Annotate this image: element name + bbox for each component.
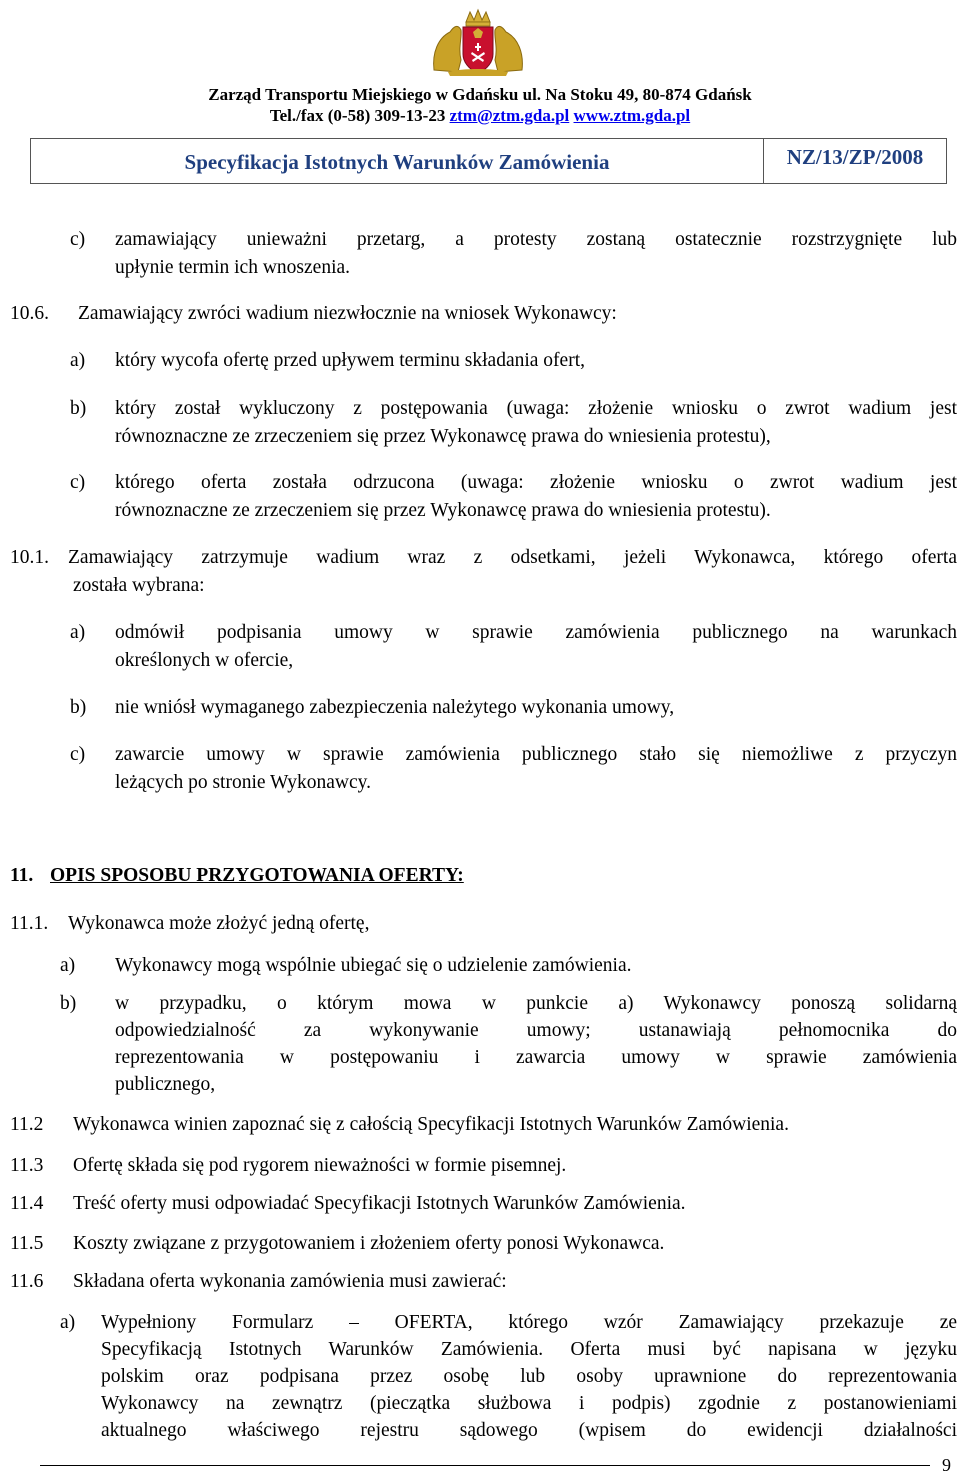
section-number: 10.6. [10,303,49,324]
item-label: a) [70,350,86,371]
section-number: 10.1. [10,547,49,568]
section-text: Zamawiający zatrzymuje wadium wraz z odsetkami, jeżeli Wykonawca, którego oferta [68,547,957,568]
chapter-number: 11. [10,865,34,886]
section-number: 11.3 [10,1155,44,1176]
item-text-line: Specyfikacją Istotnych Warunków Zamówienia. Oferta musi być napisana w języku [101,1339,957,1360]
website-link[interactable]: www.ztm.gda.pl [573,106,691,125]
item-text-line: Wykonawcy mogą wspólnie ubiegać się o udzielenie zamówienia. [115,955,632,976]
gdansk-coat-of-arms-icon [428,8,528,78]
section-text: Ofertę składa się pod rygorem nieważności w formie pisemnej. [73,1155,567,1176]
item-text-line: publicznego, [115,1074,216,1095]
section-text: została wybrana: [73,575,205,596]
item-label: b) [70,398,87,419]
item-label: a) [60,1312,76,1333]
item-text-line: określonych w ofercie, [115,650,294,671]
item-text-line: który wycofa ofertę przed upływem terminu składania ofert, [115,350,585,371]
item-text-line: leżących po stronie Wykonawcy. [115,772,372,793]
item-text-line: reprezentowania w postępowaniu i zawarcia umowy w sprawie zamówienia [115,1047,957,1068]
section-number: 11.2 [10,1114,44,1135]
item-text-line: odmówił podpisania umowy w sprawie zamówienia publicznego na warunkach [115,622,957,643]
item-text-line: aktualnego właściwego rejestru sądowego (wpisem do ewidencji działalności [101,1420,957,1441]
section-text: Składana oferta wykonania zamówienia musi zawierać: [73,1271,507,1292]
section-text: Wykonawca może złożyć jedną ofertę, [68,913,370,934]
item-text-line: równoznaczne ze zrzeczeniem się przez Wykonawcę prawa do wniesienia protestu), [115,426,771,447]
item-label: b) [70,697,87,718]
item-text-line: polskim oraz podpisana przez osobę lub osoby uprawnione do reprezentowania [101,1366,957,1387]
item-text-line: równoznaczne ze zrzeczeniem się przez Wykonawcę prawa do wniesienia protestu). [115,500,771,521]
item-label: b) [60,993,77,1014]
item-text-line: zamawiający unieważni przetarg, a protesty zostaną ostatecznie rozstrzygnięte lub [115,229,957,250]
spec-code: NZ/13/ZP/2008 [786,145,924,169]
section-text: Zamawiający zwróci wadium niezwłocznie na wniosek Wykonawcy: [78,303,617,324]
organization-address: Zarząd Transportu Miejskiego w Gdańsku ul. Na Stoku 49, 80-874 Gdańsk [208,85,752,104]
item-label: c) [70,472,86,493]
item-label: a) [70,622,86,643]
section-text: Koszty związane z przygotowaniem i złożeniem oferty ponosi Wykonawca. [73,1233,665,1254]
phone-fax: Tel./fax (0-58) 309-13-23 [269,106,450,125]
item-text-line: odpowiedzialność za wykonywanie umowy; ustanawiają pełnomocnika do [115,1020,957,1041]
spec-title: Specyfikacja Istotnych Warunków Zamówienia [184,150,610,174]
item-text-line: upłynie termin ich wnoszenia. [115,257,351,278]
section-number: 11.4 [10,1193,44,1214]
item-text-line: Wykonawcy na zewnątrz (pieczątka służbowa i podpis) zgodnie z postanowieniami [101,1393,957,1414]
item-text-line: nie wniósł wymaganego zabezpieczenia należytego wykonania umowy, [115,697,675,718]
chapter-title: OPIS SPOSOBU PRZYGOTOWANIA OFERTY: [50,865,464,886]
section-number: 11.1. [10,913,49,934]
page-number: 9 [942,1455,951,1475]
item-text-line: Wypełniony Formularz – OFERTA, którego wzór Zamawiający przekazuje ze [101,1312,957,1333]
footer-divider [40,1465,930,1466]
item-label: c) [70,744,86,765]
item-label: c) [70,229,86,250]
item-label: a) [60,955,76,976]
section-text: Treść oferty musi odpowiadać Specyfikacji Istotnych Warunków Zamówienia. [73,1193,686,1214]
section-number: 11.5 [10,1233,44,1254]
section-number: 11.6 [10,1271,44,1292]
item-text-line: którego oferta została odrzucona (uwaga: złożenie wniosku o zwrot wadium jest [115,472,957,493]
item-text-line: zawarcie umowy w sprawie zamówienia publicznego stało się niemożliwe z przyczyn [115,744,957,765]
email-link[interactable]: ztm@ztm.gda.pl [449,106,570,125]
item-text-line: w przypadku, o którym mowa w punkcie a) Wykonawcy ponoszą solidarną [115,993,957,1014]
section-text: Wykonawca winien zapoznać się z całością Specyfikacji Istotnych Warunków Zamówienia. [73,1114,789,1135]
organization-contact [0,106,960,126]
item-text-line: który został wykluczony z postępowania (uwaga: złożenie wniosku o zwrot wadium jest [115,398,957,419]
